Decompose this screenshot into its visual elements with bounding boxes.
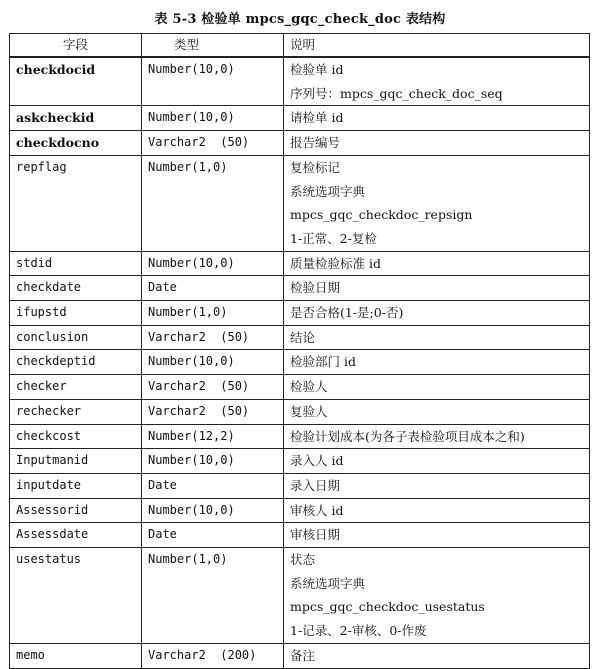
description-line: 结论 (290, 329, 316, 345)
field-description (284, 155, 590, 251)
field-type: Number(1,0) (142, 548, 284, 644)
field-description (284, 375, 590, 400)
field-type: Varchar2 (50) (142, 399, 284, 424)
field-description (284, 523, 590, 548)
description-line: 请检单 id (290, 110, 344, 126)
field-description (284, 350, 590, 375)
description-line: 备注 (290, 647, 316, 663)
description-line: 审核人 id (290, 502, 344, 518)
field-type: Date (142, 276, 284, 301)
field-name: usestatus (10, 548, 142, 644)
field-description (284, 106, 590, 131)
description-line: 检验人 (290, 379, 328, 395)
field-name: memo (10, 643, 142, 668)
field-name: checkdocno (10, 131, 142, 156)
table-row (10, 548, 590, 644)
field-type: Date (142, 473, 284, 498)
description-line: 系统选项字典 (290, 183, 366, 199)
table-row (10, 106, 590, 131)
field-name: checkdeptid (10, 350, 142, 375)
field-type: Varchar2 (50) (142, 325, 284, 350)
table-caption: 表 5-3 检验单 mpcs_gqc_check_doc 表结构 (154, 12, 446, 27)
field-description (284, 325, 590, 350)
table-header-row (10, 34, 590, 58)
field-name: repflag (10, 155, 142, 251)
table-row (10, 643, 590, 668)
description-line: 审核日期 (290, 527, 341, 543)
field-description (284, 449, 590, 474)
field-type: Number(1,0) (142, 301, 284, 326)
field-type: Number(10,0) (142, 106, 284, 131)
field-type: Number(10,0) (142, 57, 284, 106)
description-line: 1-记录、2-审核、0-作废 (290, 623, 427, 639)
table-row (10, 155, 590, 251)
field-name: stdid (10, 251, 142, 276)
table-row (10, 399, 590, 424)
description-line: 录入人 id (290, 453, 344, 469)
description-line: 报告编号 (290, 135, 341, 151)
field-name: checkdate (10, 276, 142, 301)
header-description: 说明 (284, 34, 590, 58)
field-description (284, 301, 590, 326)
description-line: 1-正常、2-复检 (290, 230, 377, 246)
field-type: Varchar2 (50) (142, 375, 284, 400)
table-row (10, 301, 590, 326)
description-line: 复验人 (290, 403, 328, 419)
field-description (284, 548, 590, 644)
field-type: Varchar2 (200) (142, 643, 284, 668)
description-line: 检验部门 id (290, 354, 356, 370)
field-description (284, 251, 590, 276)
table-row (10, 276, 590, 301)
table-row (10, 424, 590, 449)
field-type: Number(12,2) (142, 424, 284, 449)
field-name: ifupstd (10, 301, 142, 326)
description-line: mpcs_gqc_checkdoc_repsign (290, 207, 473, 223)
field-type: Number(10,0) (142, 449, 284, 474)
field-type: Date (142, 523, 284, 548)
table-row (10, 473, 590, 498)
field-name: Assessdate (10, 523, 142, 548)
field-description (284, 131, 590, 156)
field-type: Number(10,0) (142, 498, 284, 523)
table-row (10, 498, 590, 523)
description-line: 复检标记 (290, 159, 341, 175)
table-row (10, 375, 590, 400)
field-description (284, 57, 590, 106)
description-line: mpcs_gqc_checkdoc_usestatus (290, 599, 485, 615)
field-description (284, 473, 590, 498)
field-name: checker (10, 375, 142, 400)
description-line: 质量检验标准 id (290, 255, 381, 271)
field-description (284, 399, 590, 424)
field-name: askcheckid (10, 106, 142, 131)
field-description (284, 276, 590, 301)
field-name: checkcost (10, 424, 142, 449)
table-row (10, 325, 590, 350)
description-line: 检验日期 (290, 280, 341, 296)
header-field: 字段 (10, 34, 142, 58)
field-name: checkdocid (10, 57, 142, 106)
field-type: Number(1,0) (142, 155, 284, 251)
table-structure (9, 33, 590, 669)
field-description (284, 643, 590, 668)
table-row (10, 350, 590, 375)
description-line: 录入日期 (290, 477, 341, 493)
table-row (10, 449, 590, 474)
description-line: 检验计划成本(为各子表检验项目成本之和) (290, 428, 525, 444)
table-row (10, 251, 590, 276)
description-line: 是否合格(1-是;0-否) (290, 305, 404, 321)
table-row (10, 131, 590, 156)
field-description (284, 498, 590, 523)
field-type: Varchar2 (50) (142, 131, 284, 156)
description-line: 状态 (290, 552, 316, 568)
description-line: 检验单 id (290, 62, 344, 77)
field-type: Number(10,0) (142, 251, 284, 276)
field-name: conclusion (10, 325, 142, 350)
field-type: Number(10,0) (142, 350, 284, 375)
header-type: 类型 (142, 34, 284, 58)
description-line: 序列号：mpcs_gqc_check_doc_seq (290, 85, 503, 101)
field-name: Inputmanid (10, 449, 142, 474)
field-name: rechecker (10, 399, 142, 424)
field-name: Assessorid (10, 498, 142, 523)
field-name: inputdate (10, 473, 142, 498)
description-line: 系统选项字典 (290, 575, 366, 591)
table-row (10, 57, 590, 106)
field-description (284, 424, 590, 449)
table-row (10, 523, 590, 548)
